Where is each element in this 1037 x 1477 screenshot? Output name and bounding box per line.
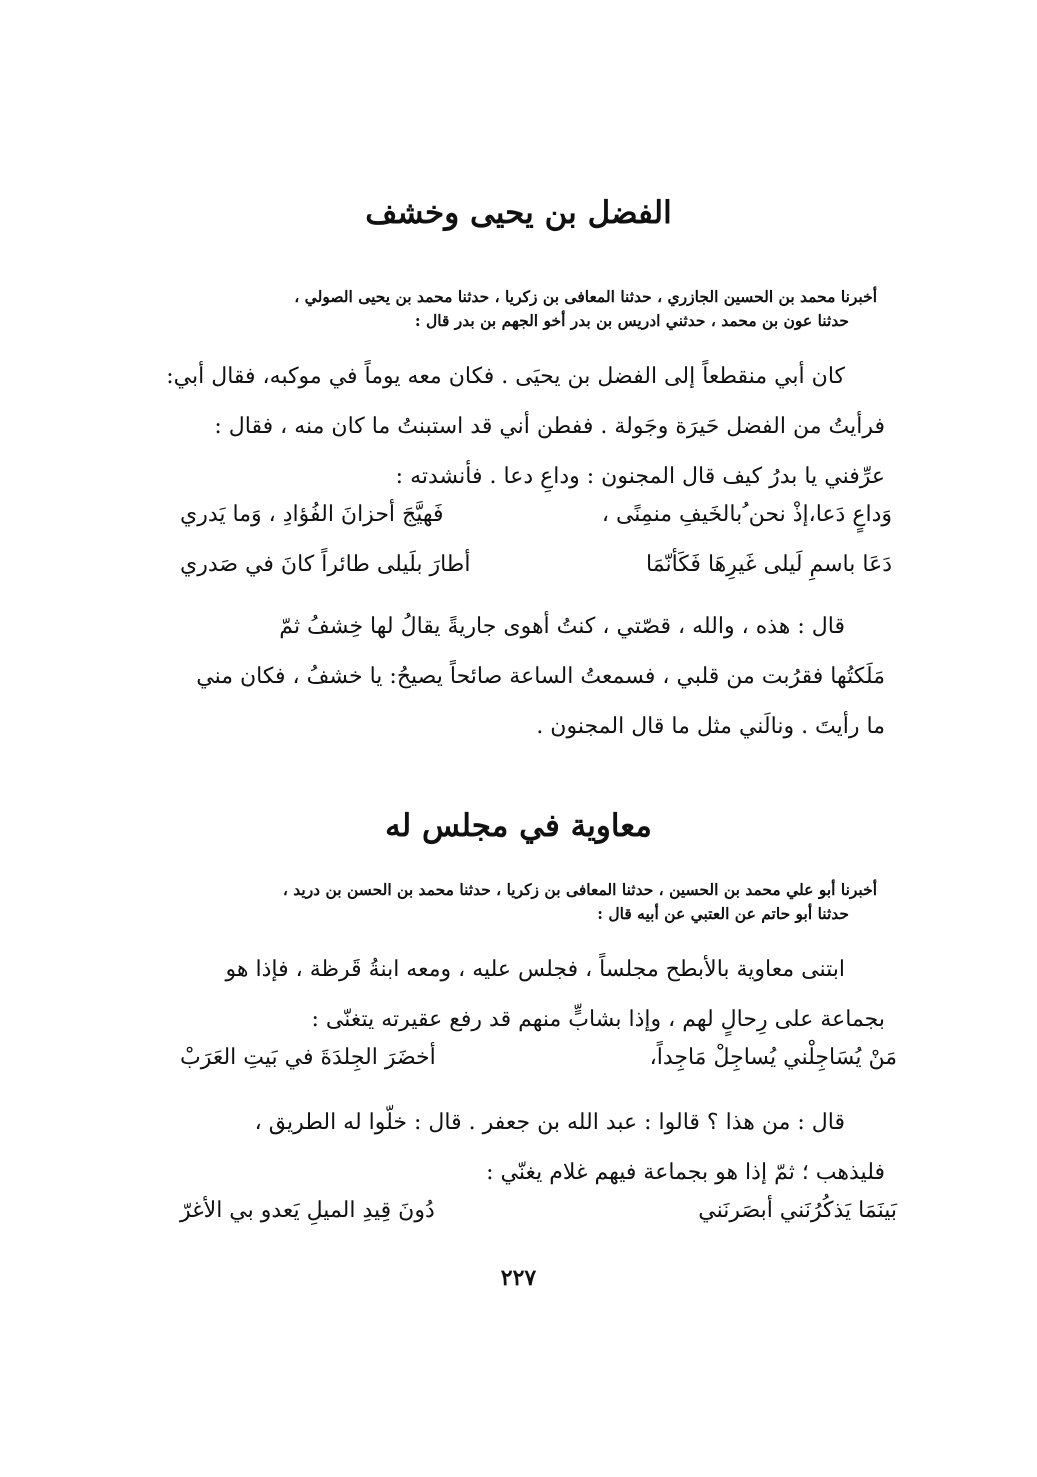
text-line: فرأيتُ من الفضل حَيرَة وجَولة . ففطن أني قد استبنتُ ما كان منه ، فقال :	[214, 414, 885, 439]
verse-2-second-hemistich: أطارَ بلَيلى طائراً كانَ في صَدري	[180, 552, 471, 577]
verse-1-first-hemistich: وَداعٍ دَعا،إذْ نحن ُبالخَيفِ منمِنًى ،	[601, 502, 892, 527]
verse-1-second-hemistich: فَهيَّجَ أحزانَ الفُؤادِ ، وَما يَدري	[180, 502, 444, 527]
paragraph-2	[135, 602, 885, 752]
paragraph-1	[135, 352, 885, 502]
verse-4-first-hemistich: بَينَمَا يَذكُرُنَني أبصَرنَني	[698, 1198, 897, 1223]
text-line: ابتنى معاوية بالأبطح مجلساً ، فجلس عليه ، ومعه ابنةُ قَرظة ، فإذا هو	[225, 957, 845, 982]
verse-2-first-hemistich: دَعَا باسمِ لَيلى غَيرِهَا فَكَأنّمَا	[646, 552, 892, 577]
text-line: فليذهب ؛ ثمّ إذا هو بجماعة فيهم غلام يغنّي :	[486, 1160, 885, 1185]
verse-3-second-hemistich: أخضَرَ الجِلدَةَ في بَيتِ العَرَبْ	[180, 1045, 436, 1070]
isnad-line: حدثنا عون بن محمد ، حدثني ادريس بن بدر أخو الجهم بن بدر قال :	[414, 311, 849, 330]
text-line: قال : هذه ، والله ، قصّتي ، كنتُ أهوى جاريةً يقالُ لها خِشفُ ثمّ	[279, 614, 845, 639]
section-title-2: معاوية في مجلس له	[385, 808, 652, 844]
paragraph-3	[135, 945, 885, 1045]
section-title-1: الفضل بن يحيى وخشف	[365, 195, 672, 231]
text-line: بجماعة على رِحالٍ لهم ، وإذا بشابٍّ منهم قد رفع عقيرته يتغنّى :	[311, 1007, 885, 1032]
isnad-line: حدثنا أبو حاتم عن العتبي عن أبيه قال :	[597, 904, 849, 923]
text-line: مَلَكتُها فقرُبت من قلبي ، فسمعتُ الساعة صائحاً يصيحُ: يا خشفُ ، فكان مني	[196, 664, 885, 689]
isnad-2	[283, 878, 877, 926]
text-line: ما رأيتَ . ونالَني مثل ما قال المجنون .	[536, 714, 885, 739]
text-line: قال : من هذا ؟ قالوا : عبد الله بن جعفر . قال : خلّوا له الطريق ،	[254, 1110, 845, 1135]
verse-4-second-hemistich: دُونَ قِيدِ الميلِ يَعدو بي الأغرّ	[180, 1198, 435, 1223]
text-line: كان أبي منقطعاً إلى الفضل بن يحيَى . فكان معه يوماً في موكبه، فقال أبي:	[166, 364, 845, 389]
text-line: عرِّفني يا بدرُ كيف قال المجنون : وداعِ دعا . فأنشدته :	[395, 464, 885, 489]
verse-3-first-hemistich: مَنْ يُسَاجِلْني يُساجِلْ مَاجِداً،	[649, 1045, 897, 1070]
page-number: ٢٢٧	[500, 1265, 537, 1291]
isnad-line: أخبرنا أبو علي محمد بن الحسين ، حدثنا المعافى بن زكريا ، حدثنا محمد بن الحسن بن دريد ،	[282, 880, 877, 899]
isnad-1	[294, 285, 877, 333]
isnad-line: أخبرنا محمد بن الحسين الجازري ، حدثنا المعافى بن زكريا ، حدثنا محمد بن يحيى الصولي ،	[294, 287, 877, 306]
paragraph-4	[135, 1098, 885, 1198]
